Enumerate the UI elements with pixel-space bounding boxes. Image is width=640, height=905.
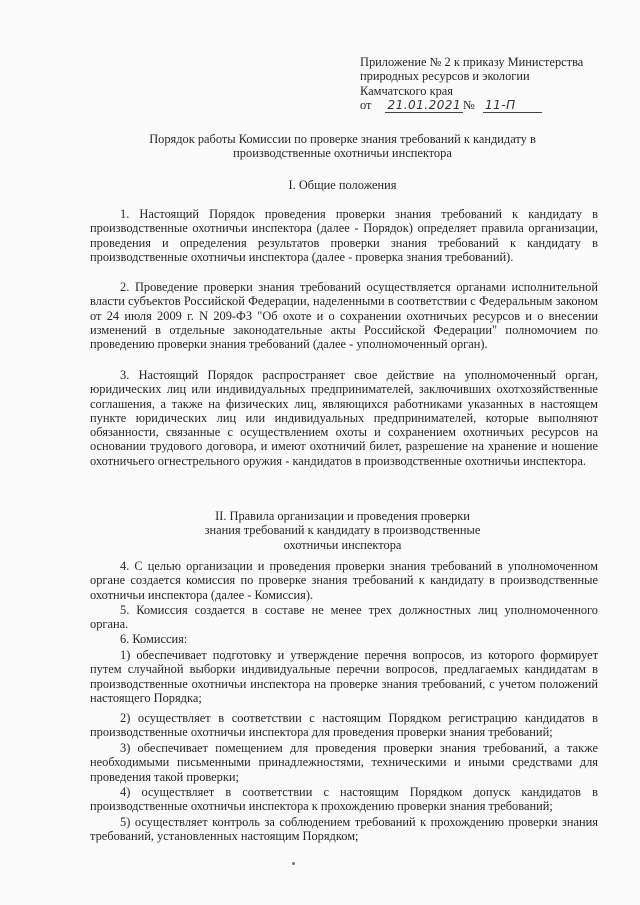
paragraph-1: 1. Настоящий Порядок проведения проверки знания требований к кандидату в производственные охотничьи инспектора (далее - Порядок) определяет правила организации, проведения и определения результатов проверки знания требований к кандидату в производственные охотничьи инспектора (далее - проверка знания требований). <box>90 207 598 264</box>
approval-block <box>360 55 610 113</box>
title-line-1: Порядок работы Комиссии по проверке знания требований к кандидату в <box>149 132 536 146</box>
list-item-4: 4) осуществляет в соответствии с настоящим Порядком допуск кандидатов в производственные охотничьи инспектора к прохождению проверки знания требований; <box>90 785 598 814</box>
list-item-5: 5) осуществляет контроль за соблюдением требований к прохождению проверки знания требований, установленных настоящим Порядком; <box>90 815 598 844</box>
paragraph-6: 6. Комиссия: <box>120 632 188 646</box>
section-1-heading <box>90 178 595 192</box>
scan-speck <box>292 862 295 865</box>
approval-number-label: № <box>463 97 475 112</box>
list-item-1: 1) обеспечивает подготовку и утверждение перечня вопросов, из которого формирует путем случайной выборки индивидуальные перечни вопросов, предлагаемых кандидатам в производственные охотничьи инспектора на проверке знания требований, с учетом положений настоящего Порядка; <box>90 648 598 705</box>
section-2-heading <box>90 509 595 552</box>
approval-date: 21.01.2021 <box>387 97 462 112</box>
list-item-2: 2) осуществляет в соответствии с настоящим Порядком регистрацию кандидатов в производственные охотничьи инспектора для проведения проверки знания требований; <box>90 711 598 740</box>
list-item-3: 3) обеспечивает помещением для проведения проверки знания требований, а также необходимыми письменными принадлежностями, техническими и иными средствами для проведения такой проверки; <box>90 741 598 784</box>
paragraph-5: 5. Комиссия создается в составе не менее трех должностных лиц уполномоченного органа. <box>90 603 598 632</box>
approval-line-1: Приложение № 2 к приказу Министерства <box>360 55 584 69</box>
section-2-heading-line-2: знания требований к кандидату в производственные <box>204 523 481 538</box>
approval-date-number-line <box>360 98 610 113</box>
section-2-heading-line-1: II. Правила организации и проведения проверки <box>215 509 470 523</box>
section-2-heading-line-3: охотничьи инспектора <box>283 537 402 552</box>
document-title <box>90 132 595 161</box>
approval-line-2: природных ресурсов и экологии <box>360 69 530 84</box>
paragraph-3: 3. Настоящий Порядок распространяет свое действие на уполномоченный орган, юридических лиц или индивидуальных предпринимателей, заключивших охотхозяйственные соглашения, а также на физических лиц, являющихся работниками указанных в настоящем пункте юридических лиц или индивидуальных предпринимателей, которые выполняют обязанности, связанные с осуществлением охоты и сохранением охотничьих ресурсов на основании трудового договора, и имеют охотничий билет, разрешение на хранение и ношение охотничьего огнестрельного оружия - кандидатов в производственные охотничьи инспектора. <box>90 368 598 468</box>
approval-from-label: от <box>360 97 372 112</box>
approval-line-3: Камчатского края <box>360 83 453 98</box>
title-line-2: производственные охотничьи инспектора <box>233 146 452 161</box>
approval-number: 11-П <box>485 97 516 112</box>
paragraph-4: 4. С целью организации и проведения проверки знания требований в уполномоченном органе создается комиссия по проверке знания требований к кандидату в производственные охотничьи инспектора (далее - Комиссия). <box>90 559 598 602</box>
paragraph-2: 2. Проведение проверки знания требований осуществляется органами исполнительной власти субъектов Российской Федерации, наделенными в соответствии с Федеральным законом от 24 июля 2009 г. N 209-ФЗ "Об охоте и о сохранении охотничьих ресурсов и о внесении изменений в отдельные законодательные акты Российской Федерации" полномочием по проведению проверки знания требований (далее - уполномоченный орган). <box>90 280 598 352</box>
section-1-heading-text: I. Общие положения <box>288 178 397 192</box>
